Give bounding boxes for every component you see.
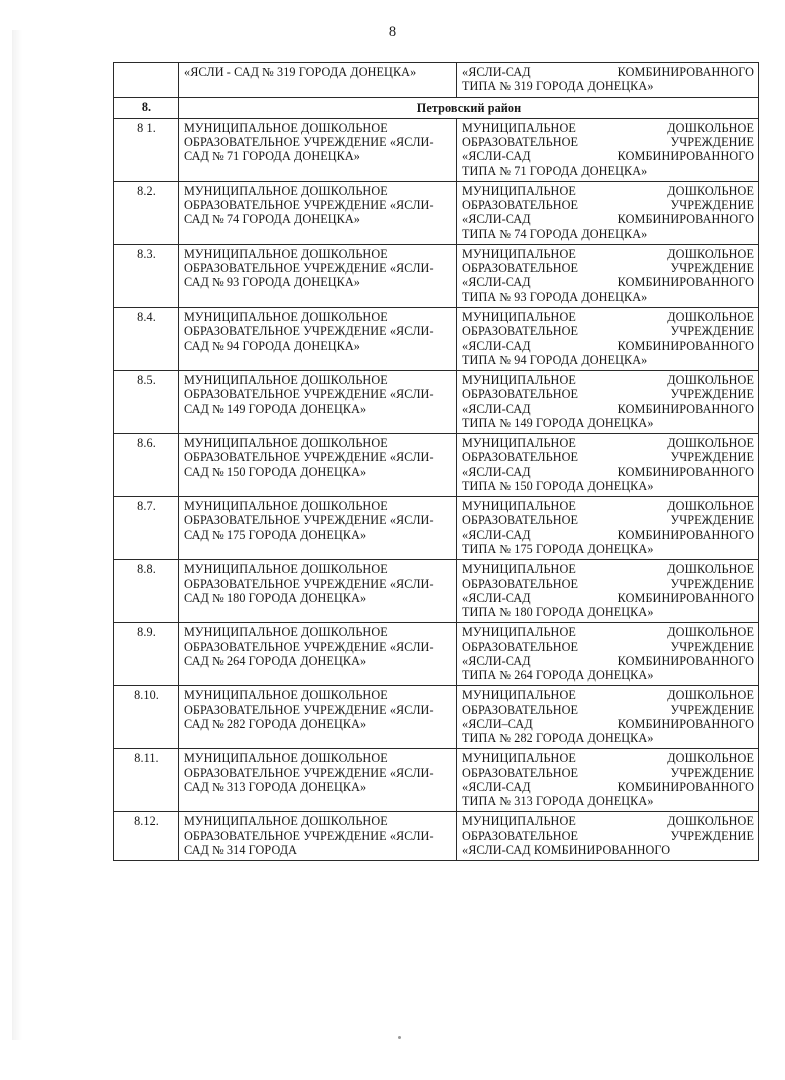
table-row: [114, 497, 759, 560]
row-number: 8.8.: [114, 560, 179, 623]
institution-new-name-line: «ЯСЛИ-САД КОМБИНИРОВАННОГО: [462, 464, 754, 479]
institution-new-name: [457, 307, 759, 370]
institution-new-name: [457, 181, 759, 244]
institution-new-name-line: МУНИЦИПАЛЬНОЕ ДОШКОЛЬНОЕ: [462, 688, 754, 703]
institution-old-name: МУНИЦИПАЛЬНОЕ ДОШКОЛЬНОЕ ОБРАЗОВАТЕЛЬНОЕ УЧРЕЖДЕНИЕ «ЯСЛИ-САД № 175 ГОРОДА ДОНЕЦКА»: [179, 497, 457, 560]
institution-new-name-line: «ЯСЛИ-САД КОМБИНИРОВАННОГО: [462, 590, 754, 605]
table-row: [114, 118, 759, 181]
row-number: 8.11.: [114, 749, 179, 812]
table-row: [114, 623, 759, 686]
institution-old-name: МУНИЦИПАЛЬНОЕ ДОШКОЛЬНОЕ ОБРАЗОВАТЕЛЬНОЕ УЧРЕЖДЕНИЕ «ЯСЛИ-САД № 264 ГОРОДА ДОНЕЦКА»: [179, 623, 457, 686]
table-row: [114, 812, 759, 861]
institution-new-name-line: ОБРАЗОВАТЕЛЬНОЕ УЧРЕЖДЕНИЕ: [462, 261, 754, 276]
row-number: 8.12.: [114, 812, 179, 861]
institution-old-name: МУНИЦИПАЛЬНОЕ ДОШКОЛЬНОЕ ОБРАЗОВАТЕЛЬНОЕ УЧРЕЖДЕНИЕ «ЯСЛИ-САД № 313 ГОРОДА ДОНЕЦКА»: [179, 749, 457, 812]
row-number: 8 1.: [114, 118, 179, 181]
table-row: [114, 560, 759, 623]
table-section-row: [114, 97, 759, 118]
institution-old-name: МУНИЦИПАЛЬНОЕ ДОШКОЛЬНОЕ ОБРАЗОВАТЕЛЬНОЕ УЧРЕЖДЕНИЕ «ЯСЛИ-САД № 282 ГОРОДА ДОНЕЦКА»: [179, 686, 457, 749]
institution-new-name-line: «ЯСЛИ-САД КОМБИНИРОВАННОГО: [462, 401, 754, 416]
institution-new-name-line: «ЯСЛИ-САД КОМБИНИРОВАННОГО: [462, 65, 754, 79]
row-number: 8.6.: [114, 434, 179, 497]
institution-new-name-line: ОБРАЗОВАТЕЛЬНОЕ УЧРЕЖДЕНИЕ: [462, 135, 754, 150]
institution-new-name: [457, 371, 759, 434]
institution-new-name-line: МУНИЦИПАЛЬНОЕ ДОШКОЛЬНОЕ: [462, 120, 754, 135]
institutions-table: [113, 62, 759, 861]
institution-new-name-line: ТИПА № 282 ГОРОДА ДОНЕЦКА»: [462, 731, 654, 746]
institution-new-name-line: «ЯСЛИ-САД КОМБИНИРОВАННОГО: [462, 338, 754, 353]
institution-old-name: МУНИЦИПАЛЬНОЕ ДОШКОЛЬНОЕ ОБРАЗОВАТЕЛЬНОЕ УЧРЕЖДЕНИЕ «ЯСЛИ-САД № 314 ГОРОДА: [179, 812, 457, 861]
scan-edge-shadow: [12, 30, 22, 1040]
table-row: [114, 181, 759, 244]
row-number: 8.9.: [114, 623, 179, 686]
institution-old-name: МУНИЦИПАЛЬНОЕ ДОШКОЛЬНОЕ ОБРАЗОВАТЕЛЬНОЕ УЧРЕЖДЕНИЕ «ЯСЛИ-САД № 180 ГОРОДА ДОНЕЦКА»: [179, 560, 457, 623]
table-row: [114, 434, 759, 497]
institution-new-name: [457, 497, 759, 560]
row-number: 8.: [114, 97, 179, 118]
institution-new-name-line: «ЯСЛИ-САД КОМБИНИРОВАННОГО: [462, 779, 754, 794]
institution-new-name: [457, 623, 759, 686]
institution-new-name: [457, 812, 759, 861]
institution-new-name-line: МУНИЦИПАЛЬНОЕ ДОШКОЛЬНОЕ: [462, 625, 754, 640]
table-row: [114, 63, 759, 98]
institution-new-name-line: ТИПА № 313 ГОРОДА ДОНЕЦКА»: [462, 794, 654, 809]
institution-new-name-line: ОБРАЗОВАТЕЛЬНОЕ УЧРЕЖДЕНИЕ: [462, 639, 754, 654]
table-row: [114, 686, 759, 749]
institution-new-name-line: ОБРАЗОВАТЕЛЬНОЕ УЧРЕЖДЕНИЕ: [462, 828, 754, 843]
institution-new-name-line: ТИПА № 149 ГОРОДА ДОНЕЦКА»: [462, 415, 654, 430]
section-title: Петровский район: [179, 97, 759, 118]
institution-old-name: МУНИЦИПАЛЬНОЕ ДОШКОЛЬНОЕ ОБРАЗОВАТЕЛЬНОЕ УЧРЕЖДЕНИЕ «ЯСЛИ-САД № 71 ГОРОДА ДОНЕЦКА»: [179, 118, 457, 181]
table-row: [114, 244, 759, 307]
institution-new-name: [457, 118, 759, 181]
institution-new-name-line: ТИПА № 71 ГОРОДА ДОНЕЦКА»: [462, 163, 648, 178]
institution-new-name-line: ТИПА № 93 ГОРОДА ДОНЕЦКА»: [462, 289, 648, 304]
row-number: 8.10.: [114, 686, 179, 749]
institution-new-name-line: «ЯСЛИ-САД КОМБИНИРОВАННОГО: [462, 212, 754, 227]
row-number: 8.5.: [114, 371, 179, 434]
institution-old-name: МУНИЦИПАЛЬНОЕ ДОШКОЛЬНОЕ ОБРАЗОВАТЕЛЬНОЕ УЧРЕЖДЕНИЕ «ЯСЛИ-САД № 74 ГОРОДА ДОНЕЦКА»: [179, 181, 457, 244]
row-number: 8.2.: [114, 181, 179, 244]
institution-new-name-line: ОБРАЗОВАТЕЛЬНОЕ УЧРЕЖДЕНИЕ: [462, 198, 754, 213]
institution-old-name: МУНИЦИПАЛЬНОЕ ДОШКОЛЬНОЕ ОБРАЗОВАТЕЛЬНОЕ УЧРЕЖДЕНИЕ «ЯСЛИ-САД № 150 ГОРОДА ДОНЕЦКА»: [179, 434, 457, 497]
institution-new-name-line: ОБРАЗОВАТЕЛЬНОЕ УЧРЕЖДЕНИЕ: [462, 450, 754, 465]
institution-new-name-line: ТИПА № 74 ГОРОДА ДОНЕЦКА»: [462, 226, 648, 241]
row-number: 8.3.: [114, 244, 179, 307]
institution-old-name: «ЯСЛИ - САД № 319 ГОРОДА ДОНЕЦКА»: [179, 63, 457, 98]
institution-new-name: [457, 244, 759, 307]
institution-new-name-line: ТИПА № 180 ГОРОДА ДОНЕЦКА»: [462, 605, 654, 620]
row-number: 8.4.: [114, 307, 179, 370]
table-row: [114, 749, 759, 812]
institution-new-name-line: «ЯСЛИ-САД КОМБИНИРОВАННОГО: [462, 149, 754, 164]
row-number: 8.7.: [114, 497, 179, 560]
institution-new-name-line: «ЯСЛИ-САД КОМБИНИРОВАННОГО: [462, 843, 671, 858]
institution-new-name-line: МУНИЦИПАЛЬНОЕ ДОШКОЛЬНОЕ: [462, 246, 754, 261]
institution-new-name-line: «ЯСЛИ-САД КОМБИНИРОВАННОГО: [462, 527, 754, 542]
institution-new-name-line: МУНИЦИПАЛЬНОЕ ДОШКОЛЬНОЕ: [462, 499, 754, 514]
institution-new-name-line: ОБРАЗОВАТЕЛЬНОЕ УЧРЕЖДЕНИЕ: [462, 324, 754, 339]
institution-new-name: [457, 434, 759, 497]
institution-new-name-line: «ЯСЛИ–САД КОМБИНИРОВАННОГО: [462, 716, 754, 731]
institution-new-name-line: МУНИЦИПАЛЬНОЕ ДОШКОЛЬНОЕ: [462, 751, 754, 766]
institution-new-name-line: ОБРАЗОВАТЕЛЬНОЕ УЧРЕЖДЕНИЕ: [462, 765, 754, 780]
table-row: [114, 307, 759, 370]
page-number: 8: [388, 24, 397, 40]
institution-new-name-line: «ЯСЛИ-САД КОМБИНИРОВАННОГО: [462, 275, 754, 290]
institution-new-name-line: ТИПА № 150 ГОРОДА ДОНЕЦКА»: [462, 478, 654, 493]
institution-new-name-line: ТИПА № 264 ГОРОДА ДОНЕЦКА»: [462, 668, 654, 683]
institution-new-name: [457, 749, 759, 812]
institution-new-name-line: «ЯСЛИ-САД КОМБИНИРОВАННОГО: [462, 653, 754, 668]
scan-artifact-dot: [398, 1036, 401, 1039]
institution-new-name-line: МУНИЦИПАЛЬНОЕ ДОШКОЛЬНОЕ: [462, 436, 754, 451]
institution-old-name: МУНИЦИПАЛЬНОЕ ДОШКОЛЬНОЕ ОБРАЗОВАТЕЛЬНОЕ УЧРЕЖДЕНИЕ «ЯСЛИ-САД № 94 ГОРОДА ДОНЕЦКА»: [179, 307, 457, 370]
institution-new-name-line: ОБРАЗОВАТЕЛЬНОЕ УЧРЕЖДЕНИЕ: [462, 576, 754, 591]
institution-new-name-line: ТИПА № 319 ГОРОДА ДОНЕЦКА»: [462, 79, 654, 94]
institution-new-name-line: МУНИЦИПАЛЬНОЕ ДОШКОЛЬНОЕ: [462, 562, 754, 577]
institution-new-name-line: ОБРАЗОВАТЕЛЬНОЕ УЧРЕЖДЕНИЕ: [462, 387, 754, 402]
institution-new-name-line: МУНИЦИПАЛЬНОЕ ДОШКОЛЬНОЕ: [462, 373, 754, 388]
institution-new-name: [457, 686, 759, 749]
institution-new-name: [457, 63, 759, 98]
institution-new-name: [457, 560, 759, 623]
institution-new-name-line: МУНИЦИПАЛЬНОЕ ДОШКОЛЬНОЕ: [462, 309, 754, 324]
table-row: [114, 371, 759, 434]
institution-old-name: МУНИЦИПАЛЬНОЕ ДОШКОЛЬНОЕ ОБРАЗОВАТЕЛЬНОЕ УЧРЕЖДЕНИЕ «ЯСЛИ-САД № 149 ГОРОДА ДОНЕЦКА»: [179, 371, 457, 434]
row-number: [114, 63, 179, 98]
institution-new-name-line: МУНИЦИПАЛЬНОЕ ДОШКОЛЬНОЕ: [462, 183, 754, 198]
institution-new-name-line: ОБРАЗОВАТЕЛЬНОЕ УЧРЕЖДЕНИЕ: [462, 702, 754, 717]
institution-new-name-line: МУНИЦИПАЛЬНОЕ ДОШКОЛЬНОЕ: [462, 814, 754, 829]
institution-new-name-line: ОБРАЗОВАТЕЛЬНОЕ УЧРЕЖДЕНИЕ: [462, 513, 754, 528]
institution-new-name-line: ТИПА № 94 ГОРОДА ДОНЕЦКА»: [462, 352, 648, 367]
institution-old-name: МУНИЦИПАЛЬНОЕ ДОШКОЛЬНОЕ ОБРАЗОВАТЕЛЬНОЕ УЧРЕЖДЕНИЕ «ЯСЛИ-САД № 93 ГОРОДА ДОНЕЦКА»: [179, 244, 457, 307]
institution-new-name-line: ТИПА № 175 ГОРОДА ДОНЕЦКА»: [462, 541, 654, 556]
